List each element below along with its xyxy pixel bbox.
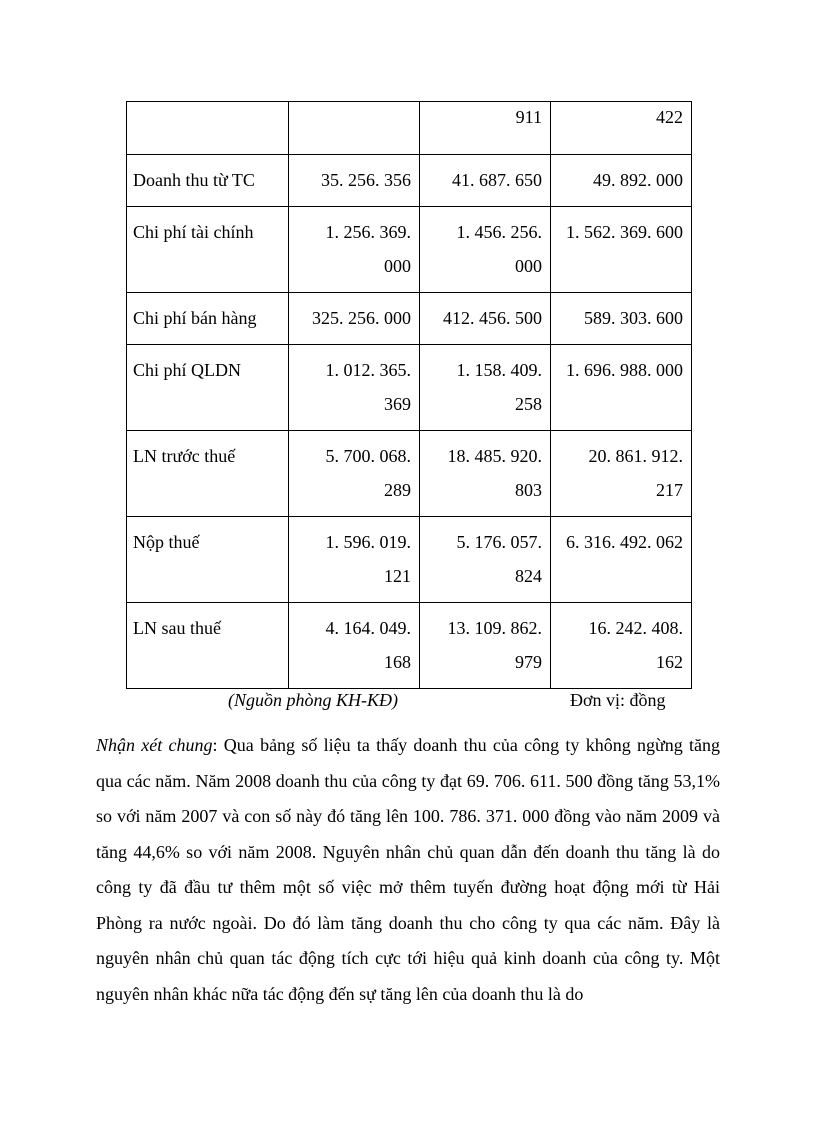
value-line: 5. 176. 057. (456, 532, 542, 552)
value-cell (289, 102, 420, 155)
value-line: 325. 256. 000 (312, 308, 411, 328)
value-line: 41. 687. 650 (452, 170, 542, 190)
value-line: 1. 696. 988. 000 (566, 360, 683, 380)
value-line: 979 (515, 652, 542, 672)
value-cell (289, 603, 420, 689)
value-line: 18. 485. 920. (447, 446, 542, 466)
value-cell (551, 155, 692, 207)
value-cell (551, 102, 692, 155)
value-line: 289 (384, 480, 411, 500)
value-line: 589. 303. 600 (584, 308, 683, 328)
value-line: 5. 700. 068. (325, 446, 411, 466)
table-row (127, 517, 692, 603)
row-label: Chi phí bán hàng (127, 293, 289, 345)
value-line: 1. 012. 365. (325, 360, 411, 380)
table-row (127, 345, 692, 431)
value-cell (551, 517, 692, 603)
value-cell (289, 207, 420, 293)
value-cell (289, 345, 420, 431)
value-line: 121 (384, 566, 411, 586)
value-cell (420, 207, 551, 293)
value-cell (420, 345, 551, 431)
value-cell (551, 207, 692, 293)
value-cell (289, 431, 420, 517)
table-row (127, 155, 692, 207)
unit-note: Đơn vị: đồng (570, 690, 666, 710)
value-line: 1. 562. 369. 600 (566, 222, 683, 242)
value-cell (551, 293, 692, 345)
value-line: 13. 109. 862. (447, 618, 542, 638)
value-cell (551, 431, 692, 517)
value-cell (289, 155, 420, 207)
value-line: 000 (384, 256, 411, 276)
value-cell (420, 293, 551, 345)
value-line: 217 (656, 480, 683, 500)
value-line: 369 (384, 394, 411, 414)
table-row (127, 603, 692, 689)
value-line: 1. 596. 019. (325, 532, 411, 552)
financial-table-body (127, 102, 692, 689)
value-cell (420, 603, 551, 689)
row-label: LN trước thuế (127, 431, 289, 517)
value-cell (420, 155, 551, 207)
table-row (127, 207, 692, 293)
value-line: 803 (515, 480, 542, 500)
value-line: 20. 861. 912. (588, 446, 683, 466)
value-cell (420, 102, 551, 155)
value-line: 1. 256. 369. (325, 222, 411, 242)
source-note: (Nguồn phòng KH-KĐ) (228, 690, 398, 710)
commentary-lead: Nhận xét chung (96, 735, 213, 755)
value-line: 1. 158. 409. (456, 360, 542, 380)
row-label (127, 102, 289, 155)
row-label: LN sau thuế (127, 603, 289, 689)
value-line: 4. 164. 049. (325, 618, 411, 638)
value-line: 35. 256. 356 (321, 170, 411, 190)
value-cell (289, 517, 420, 603)
commentary-body: : Qua bảng số liệu ta thấy doanh thu của công ty không ngừng tăng qua các năm. Năm 2008 doanh thu của công ty đạt 69. 706. 611. 500 đồng tăng 53,1% so với năm 2007 và con số này đó tăng lên 100. 786. 371. 000 đồng vào năm 2009 và tăng 44,6% so với năm 2008. Nguyên nhân chủ quan dẫn đến doanh thu tăng là do công ty đã đầu tư thêm một số việc mở thêm tuyến đường hoạt động mới từ Hải Phòng ra nước ngoài. Do đó làm tăng doanh thu cho công ty qua các năm. Đây là nguyên nhân chủ quan tác động tích cực tới hiệu quả kinh doanh của công ty. Một nguyên nhân khác nữa tác động đến sự tăng lên của doanh thu là do (96, 735, 720, 1004)
financial-table (126, 101, 692, 689)
value-line: 6. 316. 492. 062 (566, 532, 683, 552)
value-line: 16. 242. 408. (588, 618, 683, 638)
row-label: Chi phí QLDN (127, 345, 289, 431)
value-cell (551, 603, 692, 689)
table-row (127, 293, 692, 345)
value-line: 49. 892. 000 (593, 170, 683, 190)
table-row (127, 431, 692, 517)
commentary-paragraph (96, 728, 720, 1012)
row-label: Nộp thuế (127, 517, 289, 603)
table-row (127, 102, 692, 155)
value-line: 824 (515, 566, 542, 586)
value-line: 412. 456. 500 (443, 308, 542, 328)
value-cell (289, 293, 420, 345)
value-cell (420, 517, 551, 603)
value-line: 000 (515, 256, 542, 276)
value-line: 1. 456. 256. (456, 222, 542, 242)
row-label: Chi phí tài chính (127, 207, 289, 293)
value-line: 162 (656, 652, 683, 672)
value-line: 258 (515, 394, 542, 414)
value-cell (551, 345, 692, 431)
value-line: 422 (656, 107, 683, 127)
row-label: Doanh thu từ TC (127, 155, 289, 207)
value-line: 168 (384, 652, 411, 672)
value-cell (420, 431, 551, 517)
value-line: 911 (515, 107, 542, 127)
